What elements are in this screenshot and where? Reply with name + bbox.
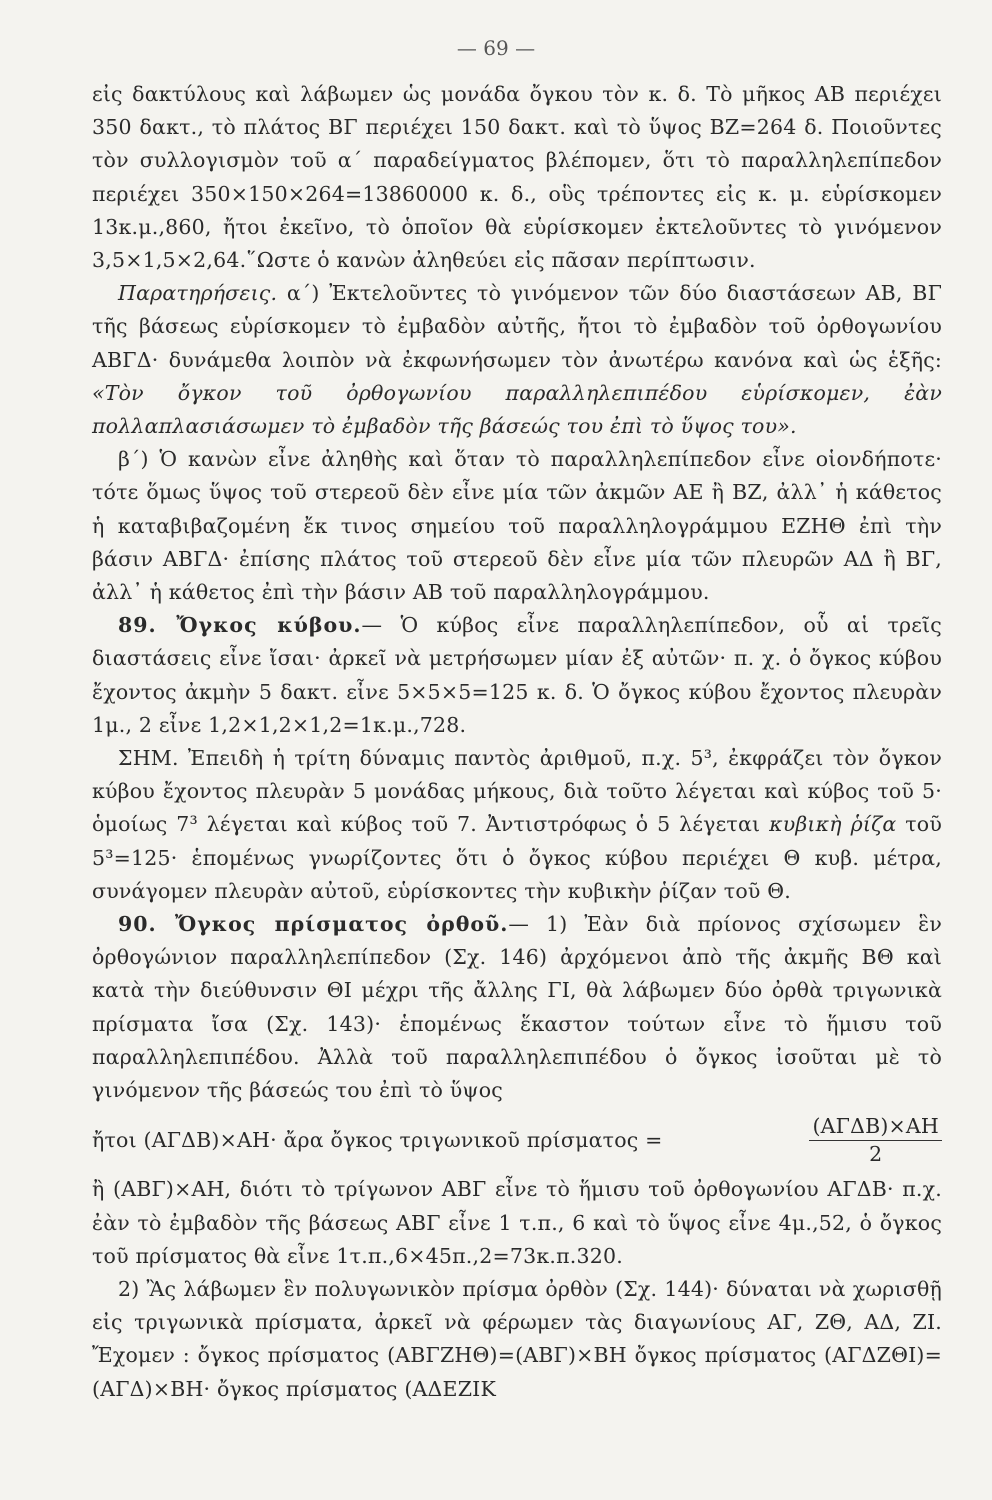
fraction-numerator: (ΑΓΔΒ)×ΑΗ: [809, 1113, 942, 1141]
paragraph-polygonal-prism: 2) Ἂς λάβωμεν ἓν πολυγωνικὸν πρίσμα ὀρθὸν (Σχ. 144)· δύναται νὰ χωρισθῇ εἰς τριγωνικὰ πρίσματα, ἀρκεῖ νὰ φέρωμεν τὰς διαγωνίους ΑΓ, ΖΘ, ΑΔ, ΖΙ. Ἔχομεν : ὄγκος πρίσματος (ΑΒΓΖΗΘ)=(ΑΒΓ)×ΒΗ ὄγκος πρίσματος (ΑΓΔΖΘΙ)=(ΑΓΔ)×ΒΗ· ὄγκος πρίσματος (ΑΔΕΖΙΚ: [92, 1276, 942, 1401]
remarks-label: Παρατηρήσεις.: [118, 281, 278, 306]
page-body: [92, 78, 942, 1406]
paragraph-remarks: [92, 277, 942, 443]
section-89-title: 89. Ὄγκος κύβου.: [118, 613, 362, 638]
section-90-title: 90. Ὄγκος πρίσματος ὀρθοῦ.: [118, 912, 509, 937]
remarks-rule: «Τὸν ὄγκον τοῦ ὀρθογωνίου παραλληλεπιπέδου εὑρίσκομεν, ἐὰν πολλαπλασιάσωμεν τὸ ἐμβαδὸν τῆς βάσεώς του ἐπὶ τὸ ὕψος του».: [92, 380, 942, 439]
formula-line: [92, 1107, 942, 1173]
section-89: [92, 609, 942, 742]
section-89-text: — Ὁ κύβος εἶνε παραλληλεπίπεδον, οὗ αἱ τρεῖς διαστάσεις εἶνε ἴσαι· ἀρκεῖ νὰ μετρήσωμεν μίαν ἐξ αὐτῶν· π. χ. ὁ ὄγκος κύβου ἔχοντος ἀκμὴν 5 δακτ. εἶνε 5×5×5=125 κ. δ. Ὁ ὄγκος κύβου ἔχοντος πλευρὰν 1μ., 2 εἶνε 1,2×1,2×1,2=1κ.μ.,728.: [92, 613, 942, 737]
paragraph-note: [92, 742, 942, 908]
remarks-text: α΄) Ἐκτελοῦντες τὸ γινόμενον τῶν δύο διαστάσεων ΑΒ, ΒΓ τῆς βάσεως εὑρίσκομεν τὸ ἐμβαδὸν αὐτῆς, ἤτοι τὸ ἐμβαδὸν τοῦ ὀρθογωνίου ΑΒΓΔ· δυνάμεθα λοιπὸν νὰ ἐκφωνήσωμεν τὸν ἀνωτέρω κανόνα καὶ ὡς ἑξῆς:: [92, 281, 942, 372]
note-text-a: ΣΗΜ. Ἐπειδὴ ἡ τρίτη δύναμις παντὸς ἀριθμοῦ, π.χ. 5³, ἐκφράζει τὸν ὄγκον κύβου ἔχοντος πλευρὰν 5 μονάδας μήκους, διὰ τοῦτο λέγεται καὶ κύβος τοῦ 5· ὁμοίως 7³ λέγεται καὶ κύβος τοῦ 7. Ἀντιστρόφως ὁ 5 λέγεται: [92, 746, 942, 837]
section-90: [92, 908, 942, 1107]
paragraph-remark-b: β΄) Ὁ κανὼν εἶνε ἀληθὴς καὶ ὅταν τὸ παραλληλεπίπεδον εἶνε οἱονδήποτε· τότε ὅμως ὕψος τοῦ στερεοῦ δὲν εἶνε μία τῶν ἀκμῶν ΑΕ ἢ ΒΖ, ἀλλ᾽ ἡ κάθετος ἡ καταβιβαζομένη ἔκ τινος σημείου τοῦ παραλληλογράμμου ΕΖΗΘ ἐπὶ τὴν βάσιν ΑΒΓΔ· ἐπίσης πλάτος τοῦ στερεοῦ δὲν εἶνε μία τῶν πλευρῶν ΑΔ ἢ ΒΓ, ἀλλ᾽ ἡ κάθετος ἐπὶ τὴν βάσιν ΑΒ τοῦ παραλληλογράμμου.: [92, 447, 942, 605]
section-90-text: — 1) Ἐὰν διὰ πρίονος σχίσωμεν ἓν ὀρθογώνιον παραλληλεπίπεδον (Σχ. 146) ἀρχόμενοι ἀπὸ τῆς ἀκμῆς ΒΘ καὶ κατὰ τὴν διεύθυνσιν ΘΙ μέχρι τῆς ἄλλης ΓΙ, θὰ λάβωμεν δύο ὀρθὰ τριγωνικὰ πρίσματα ἴσα (Σχ. 143)· ἑπομένως ἕκαστον τούτων εἶνε τὸ ἥμισυ τοῦ παραλληλεπιπέδου. Ἀλλὰ τοῦ παραλληλεπιπέδου ὁ ὄγκος ἰσοῦται μὲ τὸ γινόμενον τῆς βάσεώς του ἐπὶ τὸ ὕψος: [92, 912, 943, 1103]
paragraph-after-formula: ἢ (ΑΒΓ)×ΑΗ, διότι τὸ τρίγωνον ΑΒΓ εἶνε τὸ ἥμισυ τοῦ ὀρθογωνίου ΑΓΔΒ· π.χ. ἐὰν τὸ ἐμβαδὸν τῆς βάσεως ΑΒΓ εἶνε 1 τ.π., 6 καὶ τὸ ὕψος εἶνε 4μ.,52, ὁ ὄγκος τοῦ πρίσματος θὰ εἶνε 1τ.π.,6×45π.,2=73κ.π.320.: [92, 1177, 942, 1268]
formula-fraction: [809, 1113, 942, 1168]
fraction-denominator: 2: [869, 1141, 883, 1166]
formula-left: ἤτοι (ΑΓΔΒ)×ΑΗ· ἄρα ὄγκος τριγωνικοῦ πρίσματος =: [92, 1127, 663, 1152]
page-number: — 69 —: [456, 36, 536, 60]
paragraph-cuboid-example: εἰς δακτύλους καὶ λάβωμεν ὡς μονάδα ὄγκου τὸν κ. δ. Τὸ μῆκος ΑΒ περιέχει 350 δακτ., τὸ πλάτος ΒΓ περιέχει 150 δακτ. καὶ τὸ ὕψος ΒΖ=264 δ. Ποιοῦντες τὸν συλλογισμὸν τοῦ α΄ παραδείγματος βλέπομεν, ὅτι τὸ παραλληλεπίπεδον περιέχει 350×150×264=13860000 κ. δ., οὓς τρέποντες εἰς κ. μ. εὑρίσκομεν 13κ.μ.,860, ἤτοι ἐκεῖνο, τὸ ὁποῖον θὰ εὑρίσκομεν ἐκτελοῦντες τὸ γινόμενον 3,5×1,5×2,64.῞Ωστε ὁ κανὼν ἀληθεύει εἰς πᾶσαν περίπτωσιν.: [92, 82, 942, 273]
note-text-b: τοῦ 5³=125· ἑπομένως γνωρίζοντες ὅτι ὁ ὄγκος κύβου περιέχει Θ κυβ. μέτρα, συνάγομεν πλευρὰν αὐτοῦ, εὑρίσκοντες τὴν κυβικὴν ῥίζαν τοῦ Θ.: [92, 812, 942, 903]
note-term-cube-root: κυβικὴ ῥίζα: [769, 812, 897, 837]
